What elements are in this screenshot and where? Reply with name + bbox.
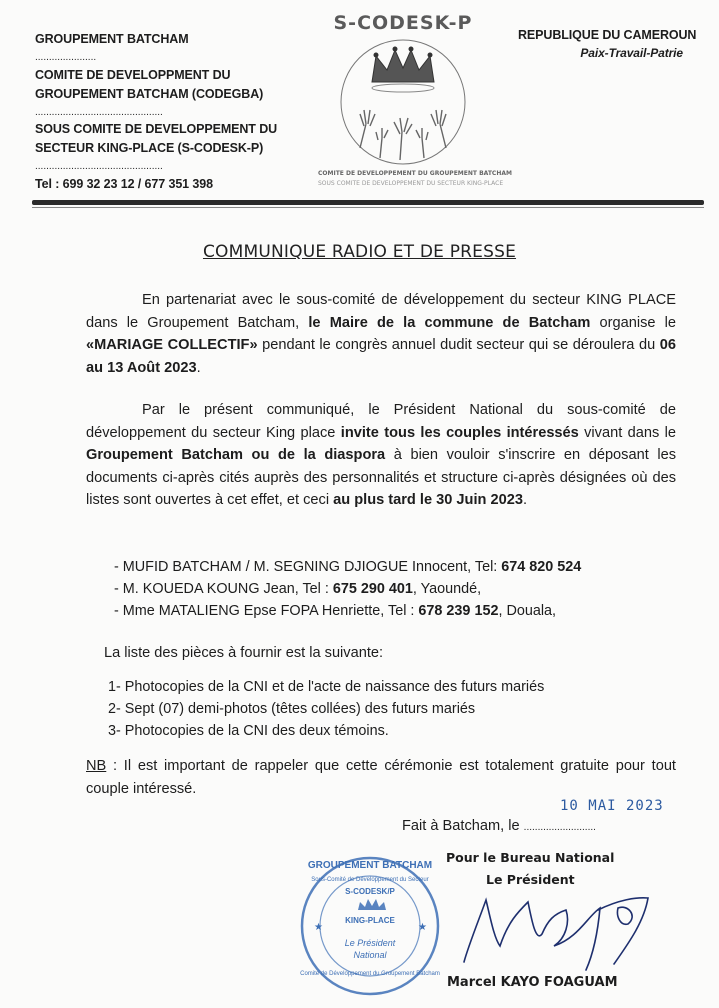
text-run: pendant le congrès annuel dudit secteur qui se déroulera du: [257, 337, 660, 353]
contact-text: - Mme MATALIENG Epse FOPA Henriette, Tel :: [114, 603, 419, 619]
date-stamp: 10 MAI 2023: [560, 798, 664, 814]
seal-role-line2: National: [353, 950, 387, 960]
svg-text:★: ★: [418, 922, 427, 933]
separator-dots: ..............................................: [35, 107, 163, 118]
crown-and-hands-logo-icon: [318, 36, 488, 168]
nota-bene: [86, 755, 676, 800]
contact-suffix: , Douala,: [498, 603, 557, 619]
text-run: vivant dans le: [578, 424, 676, 441]
date-dots: ..........................: [523, 822, 596, 833]
piece-item: 2- Sept (07) demi-photos (têtes collées) des futurs mariés: [108, 701, 476, 717]
org-scodeskp-line1: SOUS COMITE DE DEVELOPPEMENT DU: [35, 122, 278, 136]
seal-center: S-CODESK/P: [345, 887, 395, 896]
piece-item: 3- Photocopies de la CNI des deux témoins.: [108, 723, 389, 739]
s-codesk-p-logo: [318, 10, 512, 196]
seal-inner-top: Sous-Comité de Développement du Secteur: [311, 877, 429, 883]
logo-ring-outer: SOUS COMITE DE DEVELOPPEMENT DU SECTEUR KING-PLACE: [318, 180, 504, 187]
seal-role-line1: Le Président: [344, 938, 396, 948]
org-scodeskp-line2: SECTEUR KING-PLACE (S-CODESK-P): [35, 141, 264, 155]
signature-line2: Le Président: [486, 872, 575, 887]
svg-text:★: ★: [314, 922, 323, 933]
text-run: à bien vouloir s'inscrire en déposant les documents ci-après cités auprès des personnalités et structure ci-après désignées où des listes sont ouvertes à cet effet, et ceci: [86, 447, 676, 508]
logo-name: S-CODESK-P: [333, 12, 473, 34]
contact-suffix: , Yaoundé,: [412, 581, 482, 597]
nb-text: : Il est important de rappeler que cette cérémonie est totalement gratuite pour tout couple intéressé.: [86, 758, 676, 797]
deadline: au plus tard le 30 Juin 2023: [333, 492, 523, 508]
contact-phone: 675 290 401: [332, 581, 413, 597]
logo-ring-inner: COMITE DE DEVELOPPEMENT DU GROUPEMENT BATCHAM: [318, 170, 512, 177]
contact-item: [114, 600, 684, 622]
place-date: [402, 816, 596, 838]
event-dates: 06 au 13 Août 2023: [86, 337, 676, 376]
text-run: Par le présent communiqué, le Président National du sous-comité de développement du secteur King place: [86, 402, 676, 441]
contact-text: - MUFID BATCHAM / M. SEGNING DJIOGUE Innocent, Tel:: [114, 559, 502, 575]
separator-dots: ......................: [35, 52, 97, 63]
bold-run: Groupement Batcham ou de la diaspora: [86, 447, 386, 463]
seal-outer-right: KING-PLACE: [345, 916, 395, 925]
place-text: Fait à Batcham, le: [402, 818, 524, 834]
text-run: organise le: [590, 314, 676, 331]
signature-line1: Pour le Bureau National: [446, 850, 615, 865]
header-divider: [32, 200, 704, 205]
signatory-name: Marcel KAYO FOAGUAM: [447, 975, 618, 990]
text-run: En partenariat avec le sous-comité de développement du secteur KING PLACE dans le Groupement Batcham,: [86, 292, 676, 331]
pieces-intro: La liste des pièces à fournir est la suivante:: [104, 645, 384, 661]
contact-text: - M. KOUEDA KOUNG Jean, Tel :: [114, 581, 333, 597]
contact-item: [114, 556, 684, 578]
bold-run: «MARIAGE COLLECTIF»: [86, 337, 258, 353]
header-divider-thin: [32, 207, 704, 208]
pieces-list: [108, 676, 688, 742]
piece-item: 1- Photocopies de la CNI et de l'acte de naissance des futurs mariés: [108, 679, 545, 695]
text-run: .: [522, 492, 528, 508]
org-codegba-line1: COMITE DE DEVELOPPMENT DU: [35, 68, 231, 82]
country-name: REPUBLIQUE DU CAMEROUN: [518, 28, 697, 42]
country-motto: Paix-Travail-Patrie: [580, 46, 683, 60]
bold-run: invite tous les couples intéressés: [340, 424, 579, 441]
contact-phone: 678 239 152: [418, 603, 499, 619]
contact-phone: 674 820 524: [501, 559, 582, 575]
org-codegba-line2: GROUPEMENT BATCHAM (CODEGBA): [35, 87, 264, 101]
nb-label: NB: [86, 758, 107, 774]
seal-outer-top: GROUPEMENT BATCHAM: [307, 860, 433, 871]
page-title: COMMUNIQUE RADIO ET DE PRESSE: [202, 242, 517, 262]
contact-item: [114, 578, 684, 600]
text-run: .: [196, 359, 201, 376]
seal-outer-bottom: Comite de Développement du Groupement Batcham: [300, 971, 440, 977]
paragraph-partnership: [86, 289, 676, 379]
header-phone: Tel : 699 32 23 12 / 677 351 398: [35, 177, 213, 191]
signature-icon: [458, 892, 658, 972]
paragraph-invitation: [86, 399, 676, 512]
contact-list: [114, 556, 684, 622]
bold-run: le Maire de la commune de Batcham: [308, 314, 591, 331]
handwritten-signature: [458, 892, 658, 972]
official-seal: [300, 846, 440, 1006]
org-groupement: GROUPEMENT BATCHAM: [35, 32, 189, 46]
separator-dots: ..............................................: [35, 161, 163, 172]
